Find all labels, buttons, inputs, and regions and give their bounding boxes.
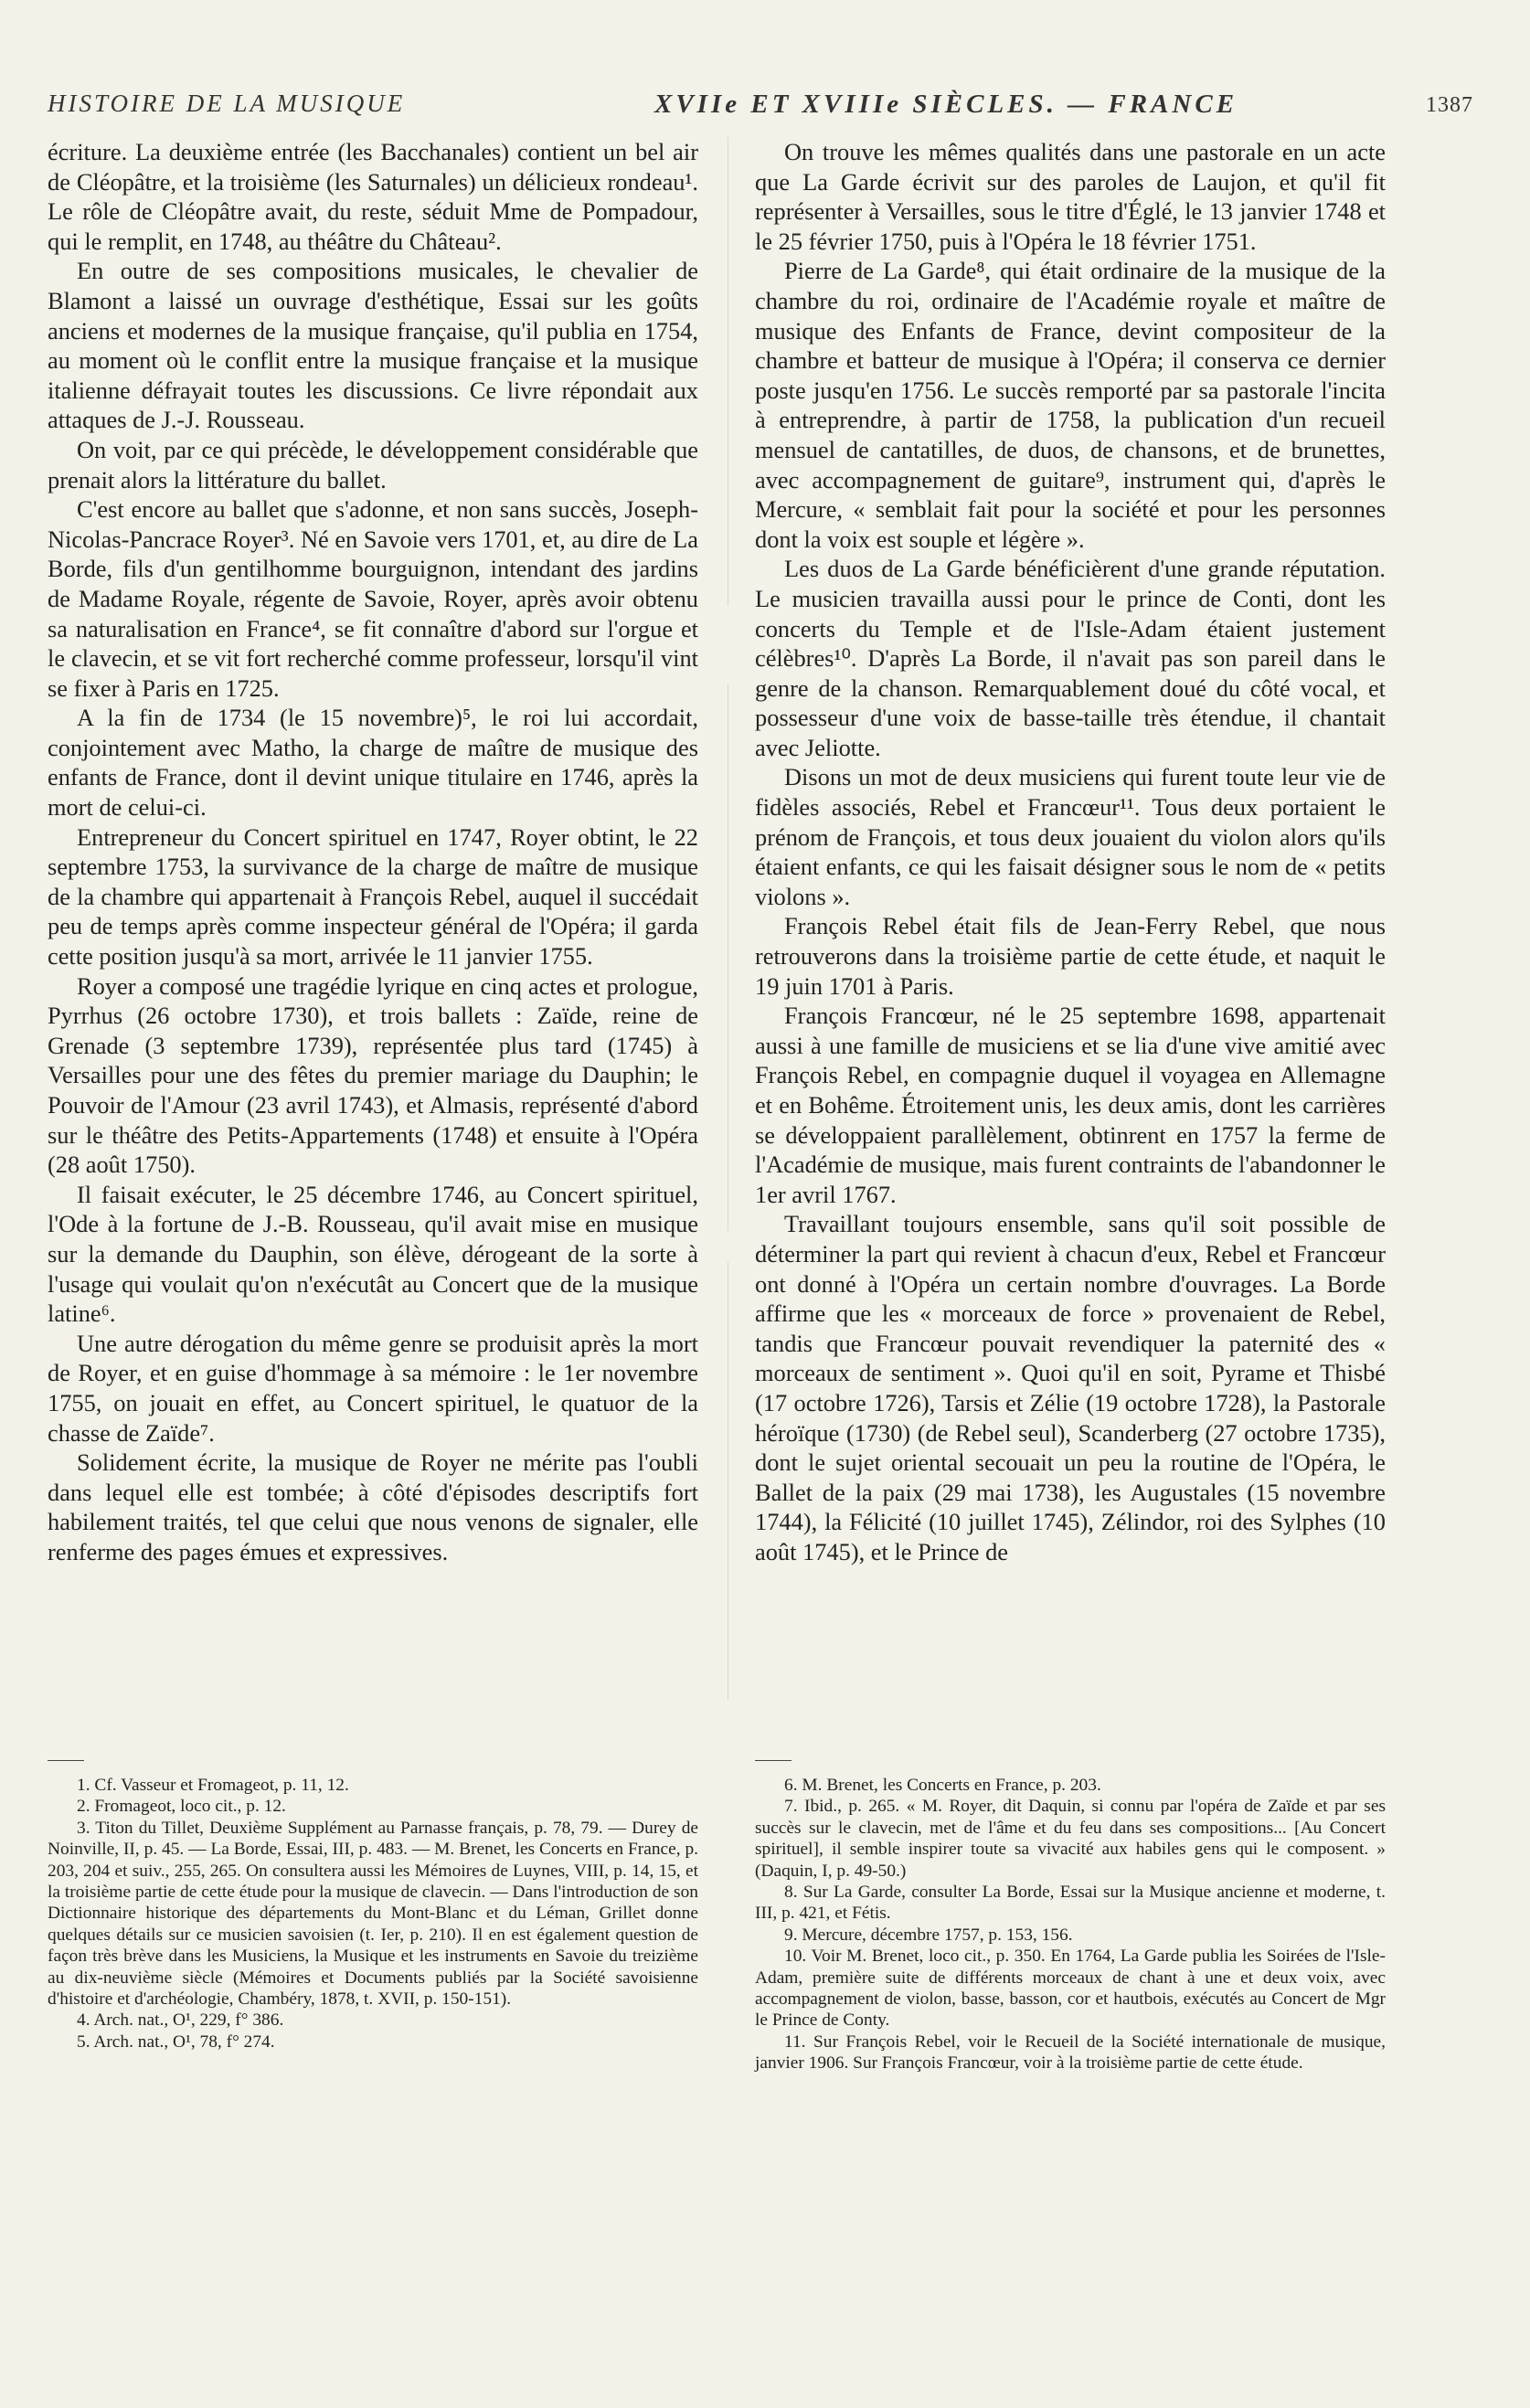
paragraph: On trouve les mêmes qualités dans une pastorale en un acte que La Garde écrivit sur des paroles de Laujon, et qu'il fit représenter à Versailles, sous le titre d'Églé, le 13 janvier 1748 et le 25 février 1750, puis à l'Opéra le 18 février 1751. bbox=[755, 138, 1386, 255]
paragraph: Travaillant toujours ensemble, sans qu'il soit possible de déterminer la part qui revient à chacun d'eux, Rebel et Francœur ont donné à l'Opéra un certain nombre d'ouvrages. La Borde affirme que les « morceaux de force » provenaient de Rebel, tandis que Francœur pouvait revendiquer la paternité des « morceaux de sentiment ». Quoi qu'il en soit, Pyrame et Thisbé (17 octobre 1726), Tarsis et Zélie (19 octobre 1728), la Pastorale héroïque (1730) (de Rebel seul), Scanderberg (27 octobre 1735), dont le sujet oriental secouait un peu la routine de l'Opéra, le Ballet de la paix (29 mai 1738), les Augustales (15 novembre 1744), la Félicité (10 juillet 1745), Zélindor, roi des Sylphes (10 août 1745), et le Prince de bbox=[755, 1210, 1386, 1565]
paragraph: En outre de ses compositions musicales, le chevalier de Blamont a laissé un ouvrage d'esthétique, Essai sur les goûts anciens et modernes de la musique française, qu'il publia en 1754, au moment où le conflit entre la musique française et la musique italienne défrayait toutes les discussions. Ce livre répondait aux attaques de J.-J. Rousseau. bbox=[48, 257, 698, 434]
paragraph: Pierre de La Garde⁸, qui était ordinaire de la musique de la chambre du roi, ordinaire de l'Académie royale et maître de musique des Enfants de France, devint compositeur de la chambre et batteur de musique à l'Opéra; il conserva ce dernier poste jusqu'en 1756. Le succès remporté par sa pastorale l'incita à entreprendre, à partir de 1758, la publication d'un recueil mensuel de cantatilles, de duos, de chansons, et de brunettes, avec accompagnement de guitare⁹, instrument qui, d'après le Mercure, « semblait fait pour la société et pour les personnes dont la voix est souple et légère ». bbox=[755, 257, 1386, 553]
paragraph: On voit, par ce qui précède, le développement considérable que prenait alors la littérature du ballet. bbox=[48, 435, 698, 493]
paragraph: Entrepreneur du Concert spirituel en 1747, Royer obtint, le 22 septembre 1753, la survivance de la charge de maître de musique de la chambre qui appartenait à François Rebel, auquel il succédait peu de temps après comme inspecteur général de l'Opéra; il garda cette position jusqu'à sa mort, arrivée le 11 janvier 1755. bbox=[48, 822, 698, 971]
paragraph: Disons un mot de deux musiciens qui furent toute leur vie de fidèles associés, Rebel et Francœur¹¹. Tous deux portaient le prénom de François, et tous deux jouaient du violon alors qu'ils étaient enfants, ce qui les faisait désigner sous le nom de « petits violons ». bbox=[755, 763, 1386, 910]
paragraph: Royer a composé une tragédie lyrique en cinq actes et prologue, Pyrrhus (26 octobre 1730), et trois ballets : Zaïde, reine de Grenade (3 septembre 1739), représentée plus tard (1745) à Versailles pour une des fêtes du premier mariage du Dauphin; le Pouvoir de l'Amour (23 avril 1743), et Almasis, représenté d'abord sur le théâtre des Petits-Appartements (1748) et ensuite à l'Opéra (28 août 1750). bbox=[48, 971, 698, 1179]
page-number: 1387 bbox=[1426, 93, 1473, 117]
paragraph: Il faisait exécuter, le 25 décembre 1746, au Concert spirituel, l'Ode à la fortune de J.-B. Rousseau, qu'il avait mise en musique sur la demande du Dauphin, son élève, dérogeant de la sorte à l'usage qui voulait qu'on n'exécutât au Concert que de la musique latine⁶. bbox=[48, 1180, 698, 1328]
paragraph: écriture. La deuxième entrée (les Bacchanales) contient un bel air de Cléopâtre, et la troisième (les Saturnales) un délicieux rondeau¹. Le rôle de Cléopâtre avait, du reste, séduit Mme de Pompadour, qui le remplit, en 1748, au théâtre du Château². bbox=[48, 138, 698, 255]
header-left-title: HISTOIRE DE LA MUSIQUE bbox=[48, 90, 406, 117]
footnote: 10. Voir M. Brenet, loco cit., p. 350. En 1764, La Garde publia les Soirées de l'Isle-Adam, première suite de différents morceaux de chant à une et deux voix, avec accompagnement de violon, basse, basson, cor et hautbois, exécutés au Concert de Mgr le Prince de Conty. bbox=[755, 1947, 1386, 2031]
header-right-title: XVIIe ET XVIIIe SIÈCLES. — FRANCE bbox=[654, 90, 1238, 119]
paragraph: Les duos de La Garde bénéficièrent d'une grande réputation. Le musicien travailla aussi pour le prince de Conti, dont les concerts du Temple et de l'Isle-Adam étaient justement célèbres¹⁰. D'après La Borde, il n'avait pas son pareil dans le genre de la chanson. Remarquablement doué du côté vocal, et possesseur d'une voix de basse-taille très étendue, il chantait avec Jeliotte. bbox=[755, 555, 1386, 761]
paragraph: François Francœur, né le 25 septembre 1698, appartenait aussi à une famille de musiciens et se lia d'une vive amitié avec François Rebel, en compagnie duquel il voyagea en Allemagne et en Bohême. Étroitement unis, les deux amis, dont les carrières se développaient parallèlement, obtinrent en 1757 la ferme de l'Académie de musique, mais furent contraints de l'abandonner le 1er avril 1767. bbox=[755, 1002, 1386, 1208]
footnote: 8. Sur La Garde, consulter La Borde, Essai sur la Musique ancienne et moderne, t. III, p. 421, et Fétis. bbox=[755, 1883, 1386, 1924]
paragraph: François Rebel était fils de Jean-Ferry Rebel, que nous retrouverons dans la troisième partie de cette étude, et naquit le 19 juin 1701 à Paris. bbox=[755, 912, 1386, 1000]
running-header bbox=[48, 90, 1473, 130]
paragraph: C'est encore au ballet que s'adonne, et non sans succès, Joseph-Nicolas-Pancrace Royer³. Né en Savoie vers 1701, et, au dire de La Borde, fils d'un gentilhomme bourguignon, intendant des jardins de Madame Royale, régente de Savoie, Royer, après avoir obtenu sa naturalisation en France⁴, se fit connaître d'abord sur l'orgue et le clavecin, et se vit fort recherché comme professeur, lorsqu'il vint se fixer à Paris en 1725. bbox=[48, 495, 698, 702]
paragraph: A la fin de 1734 (le 15 novembre)⁵, le roi lui accordait, conjointement avec Matho, la charge de maître de musique des enfants de France, dont il devint unique titulaire en 1746, après la mort de celui-ci. bbox=[48, 704, 698, 822]
footnotes-left bbox=[48, 1775, 698, 2053]
footnotes-right bbox=[755, 1775, 1386, 2074]
paragraph: Solidement écrite, la musique de Royer ne mérite pas l'oubli dans lequel elle est tombée; à côté d'épisodes descriptifs fort habilement traités, tel que celui que nous venons de signaler, elle renferme des pages émues et expressives. bbox=[48, 1448, 698, 1565]
footnote: 4. Arch. nat., O¹, 229, f° 386. bbox=[77, 2010, 284, 2031]
footnote-rule-left bbox=[48, 1760, 84, 1761]
footnote: 3. Titon du Tillet, Deuxième Supplément au Parnasse français, p. 78, 79. — Durey de Noinville, II, p. 45. — La Borde, Essai, III, p. 483. — M. Brenet, les Concerts en France, p. 203, 204 et suiv., 255, 265. On consultera aussi les Mémoires de Luynes, VIII, p. 14, 15, et la troisième partie de cette étude pour la musique de clavecin. — Dans l'introduction de son Dictionnaire historique des départements du Mont-Blanc et du Léman, Grillet donne quelques détails sur ce musicien savoisien (t. Ier, p. 210). Il en est également question de façon très brève dans les Musiciens, la Musique et les instruments en Savoie du treizième au dix-neuvième siècle (Mémoires et Documents publiés par la Société savoisienne d'histoire et d'archéologie, Chambéry, 1878, t. XVII, p. 150-151). bbox=[48, 1818, 698, 2010]
footnote: 5. Arch. nat., O¹, 78, f° 274. bbox=[77, 2031, 275, 2052]
right-text-column bbox=[755, 137, 1386, 1567]
footnote-rule-right bbox=[755, 1760, 792, 1761]
footnote: 11. Sur François Rebel, voir le Recueil de la Société internationale de musique, janvier 1906. Sur François Francœur, voir à la troisième partie de cette étude. bbox=[755, 2031, 1386, 2074]
paragraph: Une autre dérogation du même genre se produisit après la mort de Royer, et en guise d'hommage à sa mémoire : le 1er novembre 1755, on jouait en effet, au Concert spirituel, le quatuor de la chasse de Zaïde⁷. bbox=[48, 1329, 698, 1447]
footnote: 9. Mercure, décembre 1757, p. 153, 156. bbox=[784, 1925, 1073, 1945]
left-text-column bbox=[48, 137, 698, 1567]
footnote: 7. Ibid., p. 265. « M. Royer, dit Daquin, si connu par l'opéra de Zaïde et par ses succès sur le clavecin, met de l'âme et du feu dans ses compositions... [Au Concert spirituel], il semble inspirer toute sa vivacité aux habiles gens qui le composent. » (Daquin, I, p. 49-50.) bbox=[755, 1797, 1386, 1881]
footnote: 2. Fromageot, loco cit., p. 12. bbox=[77, 1797, 286, 1817]
footnote: 6. M. Brenet, les Concerts en France, p. 203. bbox=[784, 1776, 1101, 1795]
footnote: 1. Cf. Vasseur et Fromageot, p. 11, 12. bbox=[77, 1776, 349, 1795]
